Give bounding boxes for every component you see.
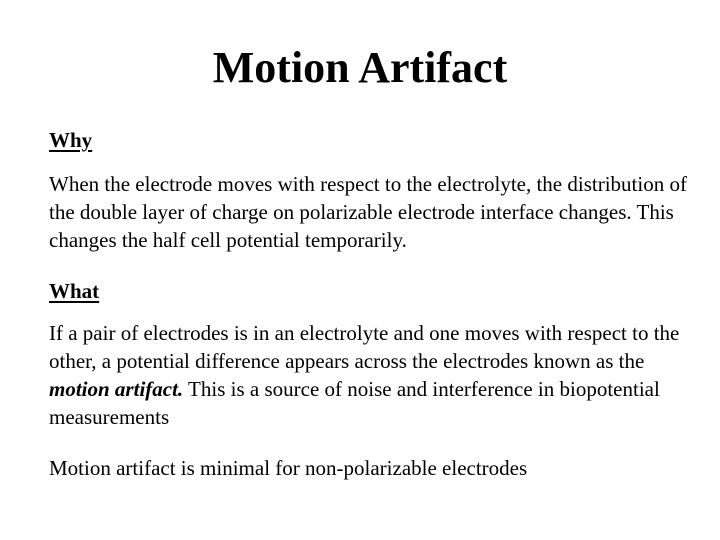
why-paragraph: When the electrode moves with respect to the electrolyte, the distribution of the double layer of charge on polarizable electrode interface changes. This changes the half cell potential temporarily.: [49, 172, 687, 252]
note-paragraph: Motion artifact is minimal for non-polarizable electrodes: [49, 456, 528, 480]
what-text-end: This is a source of noise and interference in biopotential measurements: [49, 377, 660, 429]
why-heading: Why: [49, 128, 93, 152]
what-text-start: If a pair of electrodes is in an electrolyte and one moves with respect to the other, a potential difference appears across the electrodes known as the: [49, 321, 680, 373]
what-heading: What: [49, 279, 100, 303]
slide-title: Motion Artifact: [212, 43, 508, 92]
what-paragraph: [49, 319, 699, 431]
motion-artifact-term: motion artifact.: [49, 377, 184, 401]
